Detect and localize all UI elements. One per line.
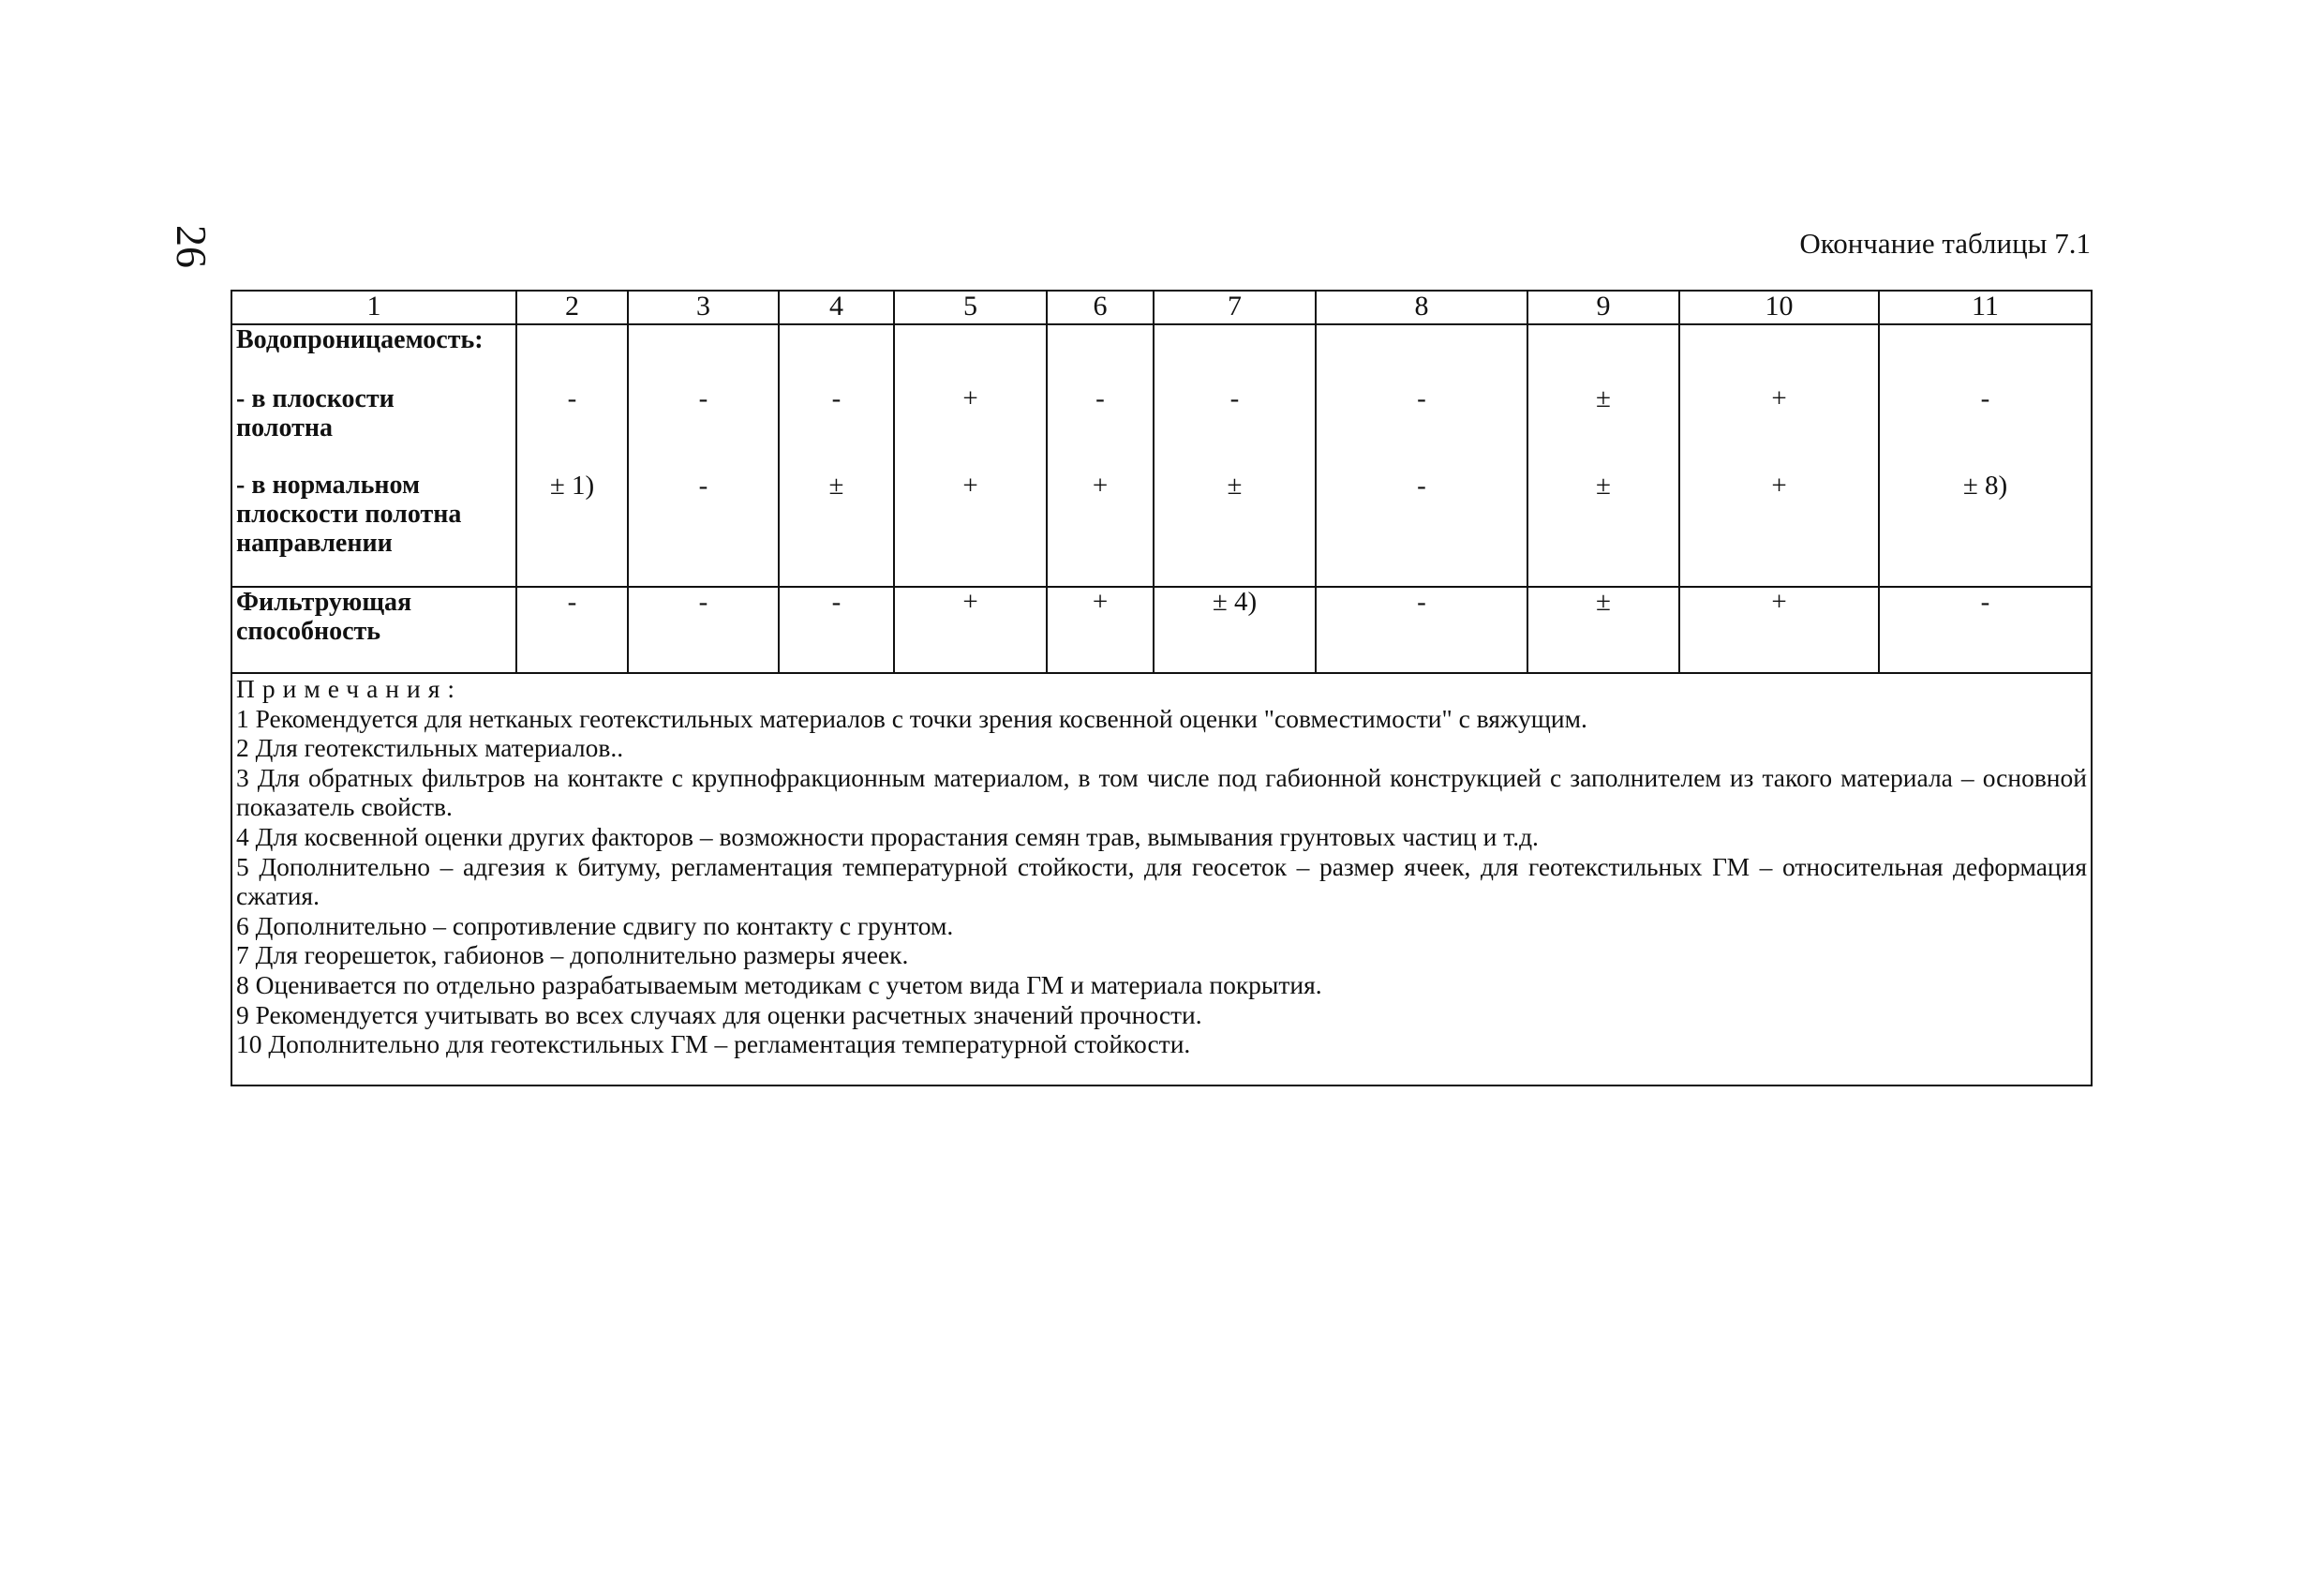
- permeability-label-cell: [231, 324, 516, 587]
- column-number-cell: 1: [231, 291, 516, 324]
- column-number-cell: 5: [894, 291, 1047, 324]
- in-plane-label-line: - в плоскости: [236, 384, 395, 413]
- permeability-value-cell: [1879, 324, 2092, 587]
- note-item: 3 Для обратных фильтров на контакте с крупнофракционным материалом, в том числе под габионной конструкцией с заполнителем из такого материала – основной показатель свойств.: [236, 762, 2087, 822]
- filtering-value-cell: [1879, 587, 2092, 673]
- notes-cell: [231, 673, 2092, 1085]
- filtering-value: +: [1771, 587, 1787, 617]
- note-item: 4 Для косвенной оценки других факторов – возможности прорастания семян трав, вымывания грунтовых частиц и т.д.: [236, 821, 1539, 851]
- normal-value: ± 1): [549, 471, 595, 501]
- filtering-value: -: [831, 587, 842, 617]
- in-plane-value: -: [698, 383, 708, 413]
- properties-table: [231, 290, 2093, 1086]
- permeability-row: [231, 324, 2092, 587]
- filtering-value-cell: [1679, 587, 1879, 673]
- filtering-label-cell: [231, 587, 516, 673]
- column-number-cell: 4: [779, 291, 894, 324]
- permeability-value-cell: [779, 324, 894, 587]
- filtering-value-cell: [1527, 587, 1679, 673]
- permeability-value-cell: [1047, 324, 1154, 587]
- filtering-value: -: [1417, 587, 1426, 617]
- filtering-value-cell: [1047, 587, 1154, 673]
- normal-value: +: [962, 471, 978, 501]
- in-plane-value: -: [1417, 383, 1426, 413]
- column-number-cell: 2: [516, 291, 628, 324]
- normal-label-line: направлении: [236, 529, 393, 558]
- filtering-value-cell: [779, 587, 894, 673]
- notes-title: Примечания:: [236, 674, 463, 703]
- note-item: 5 Дополнительно – адгезия к битуму, регламентация температурной стойкости, для геосеток – размер ячеек, для геотекстильных ГМ – относительная деформация сжатия.: [236, 851, 2087, 911]
- in-plane-value: -: [1229, 383, 1240, 413]
- column-number-cell: 8: [1316, 291, 1527, 324]
- in-plane-value: ±: [1596, 383, 1611, 413]
- permeability-value-cell: [1679, 324, 1879, 587]
- filtering-value: -: [698, 587, 708, 617]
- permeability-title: Водопроницаемость:: [236, 325, 484, 354]
- note-item: 8 Оценивается по отдельно разрабатываемым методикам с учетом вида ГМ и материала покрытия.: [236, 969, 1322, 999]
- column-number-cell: 3: [628, 291, 779, 324]
- filtering-value-cell: [1316, 587, 1527, 673]
- column-number-cell: 11: [1879, 291, 2092, 324]
- note-item: 10 Дополнительно для геотекстильных ГМ – регламентация температурной стойкости.: [236, 1029, 1191, 1059]
- permeability-value-cell: [628, 324, 779, 587]
- note-item: 2 Для геотекстильных материалов..: [236, 733, 624, 763]
- in-plane-label-line: полотна: [236, 413, 333, 442]
- filtering-value: -: [1980, 587, 1990, 617]
- column-number-cell: 7: [1154, 291, 1316, 324]
- in-plane-value: -: [1095, 383, 1105, 413]
- normal-value: ±: [1227, 471, 1243, 501]
- filtering-value: ±: [1596, 587, 1611, 617]
- permeability-value-cell: [894, 324, 1047, 587]
- filtering-row: [231, 587, 2092, 673]
- in-plane-value: -: [831, 383, 842, 413]
- note-item: 7 Для георешеток, габионов – дополнительно размеры ячеек.: [236, 940, 909, 970]
- filtering-label-line: Фильтрующая: [236, 588, 412, 617]
- table-caption: Окончание таблицы 7.1: [1799, 227, 2091, 260]
- normal-value: ±: [828, 471, 844, 501]
- filtering-value: ± 4): [1212, 587, 1258, 617]
- normal-label-line: - в нормальном: [236, 471, 421, 500]
- in-plane-value: -: [567, 383, 577, 413]
- note-item: 6 Дополнительно – сопротивление сдвигу по контакту с грунтом.: [236, 910, 954, 940]
- normal-value: ± 8): [1962, 471, 2008, 501]
- permeability-value-cell: [1154, 324, 1316, 587]
- filtering-value-cell: [516, 587, 628, 673]
- normal-label-line: плоскости полотна: [236, 500, 462, 529]
- normal-value: -: [1417, 471, 1426, 501]
- notes-row: [231, 673, 2092, 1085]
- normal-value: +: [1092, 471, 1109, 501]
- in-plane-value: +: [962, 383, 978, 413]
- column-number-cell: 6: [1047, 291, 1154, 324]
- note-item: 1 Рекомендуется для нетканых геотекстильных материалов с точки зрения косвенной оценки "совместимости" с вяжущим.: [236, 703, 1587, 733]
- filtering-value: -: [567, 587, 577, 617]
- normal-value: ±: [1596, 471, 1611, 501]
- filtering-label-line: способность: [236, 617, 381, 646]
- filtering-value-cell: [894, 587, 1047, 673]
- permeability-value-cell: [516, 324, 628, 587]
- filtering-value: +: [1092, 587, 1109, 617]
- permeability-value-cell: [1316, 324, 1527, 587]
- permeability-value-cell: [1527, 324, 1679, 587]
- column-number-cell: 9: [1527, 291, 1679, 324]
- filtering-value: +: [962, 587, 978, 617]
- column-number-row: [231, 291, 2092, 324]
- normal-value: +: [1771, 471, 1787, 501]
- in-plane-value: +: [1771, 383, 1787, 413]
- filtering-value-cell: [628, 587, 779, 673]
- in-plane-value: -: [1980, 383, 1990, 413]
- note-item: 9 Рекомендуется учитывать во всех случаях для оценки расчетных значений прочности.: [236, 999, 1202, 1029]
- normal-value: -: [698, 471, 708, 501]
- column-number-cell: 10: [1679, 291, 1879, 324]
- filtering-value-cell: [1154, 587, 1316, 673]
- page-number: 26: [168, 225, 216, 268]
